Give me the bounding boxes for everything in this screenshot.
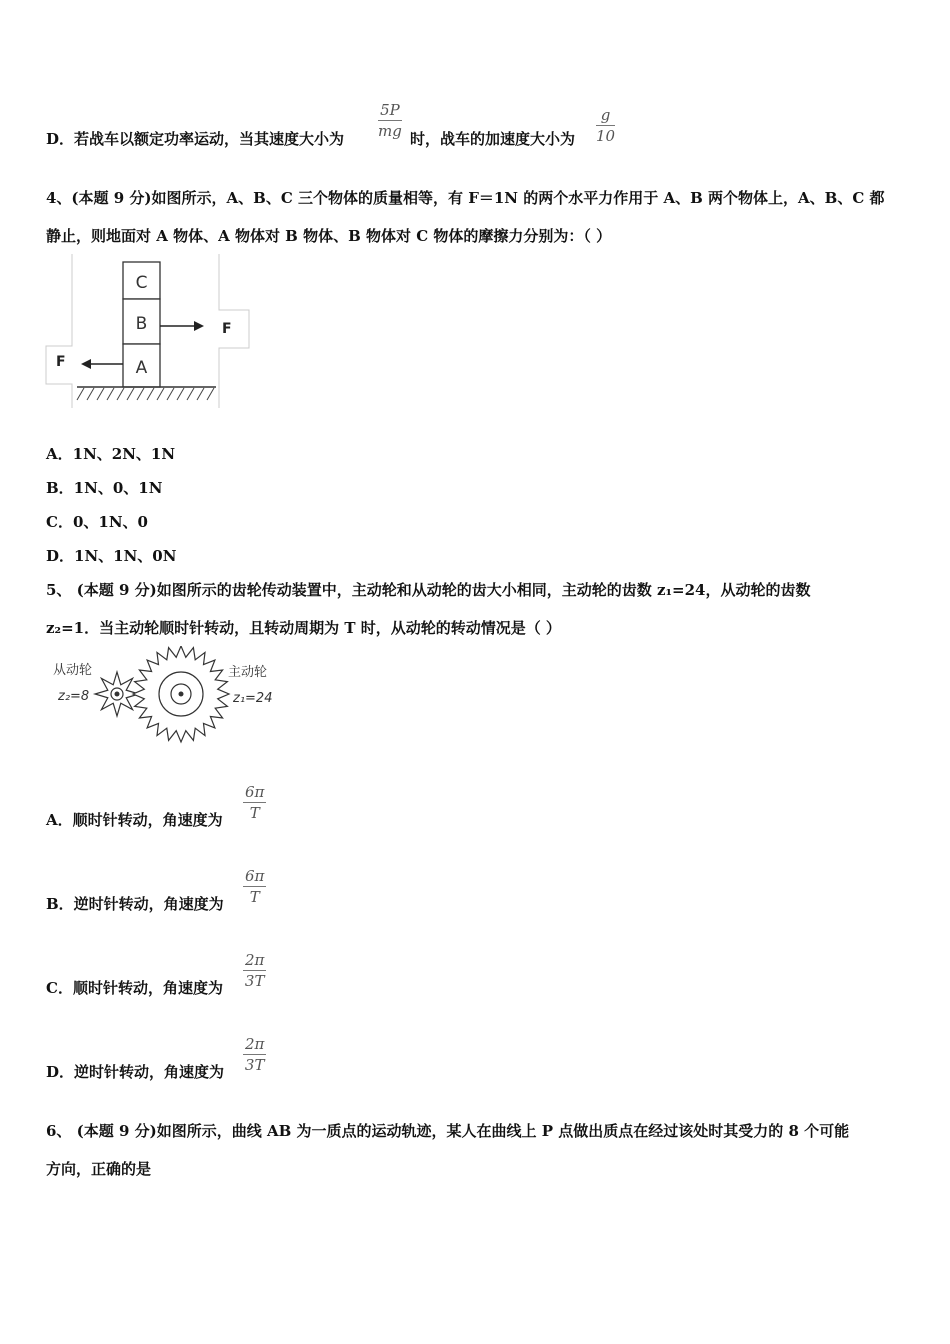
q4-option-a: A．1N、2N、1N xyxy=(46,445,176,463)
driven-gear-teeth: z₂=8 xyxy=(58,689,90,704)
driver-gear-teeth: z₁=24 xyxy=(233,691,273,706)
q4-option-b: B．1N、0、1N xyxy=(46,479,163,497)
q4-blocks-figure xyxy=(44,254,254,412)
q5-stem-line1: 5、 (本题 9 分)如图所示的齿轮传动装置中，主动轮和从动轮的齿大小相同，主动轮的齿数 z₁=24，从动轮的齿数 xyxy=(46,581,811,599)
q3-option-d-prefix: D．若战车以额定功率运动，当其速度大小为 xyxy=(46,130,345,148)
q3-fraction-speed: 5P mg xyxy=(378,101,402,140)
q5-gears-figure xyxy=(48,646,278,746)
q4-option-c: C．0、1N、0 xyxy=(46,513,148,531)
q5-option-a: A．顺时针转动，角速度为 xyxy=(46,811,223,829)
q3-option-d-middle: 时，战车的加速度大小为 xyxy=(410,130,576,148)
q6-stem-line1: 6、 (本题 9 分)如图所示，曲线 AB 为一质点的运动轨迹，某人在曲线上 P 点做出质点在经过该处时其受力的 8 个可能 xyxy=(46,1122,850,1140)
force-right-arrowhead xyxy=(194,321,204,331)
q5-stem-line2: z₂=1．当主动轮顺时针转动，且转动周期为 T 时，从动轮的转动情况是（ ） xyxy=(46,619,561,637)
q3-fraction-accel: g 10 xyxy=(596,106,616,145)
q6-stem-line2: 方向，正确的是 xyxy=(46,1160,152,1178)
block-c-label: C xyxy=(135,273,148,293)
driver-gear xyxy=(133,646,229,742)
q4-stem-line2: 静止，则地面对 A 物体、A 物体对 B 物体、B 物体对 C 物体的摩擦力分别为：（ ） xyxy=(46,227,612,245)
force-left-label: F xyxy=(56,354,66,370)
q4-stem-line1: 4、(本题 9 分)如图所示，A、B、C 三个物体的质量相等，有 F＝1N 的两个水平力作用于 A、B 两个物体上，A、B、C 都 xyxy=(46,189,885,207)
block-a-label: A xyxy=(135,358,148,378)
q5-option-d: D．逆时针转动，角速度为 xyxy=(46,1063,225,1081)
force-right-label: F xyxy=(222,321,232,337)
q5-option-b-fraction: 6π T xyxy=(245,867,265,906)
q4-option-d: D．1N、1N、0N xyxy=(46,547,177,565)
driven-gear-label: 从动轮 xyxy=(53,663,93,678)
q5-option-b: B．逆时针转动，角速度为 xyxy=(46,895,224,913)
q5-option-c: C．顺时针转动，角速度为 xyxy=(46,979,223,997)
q3-option-d xyxy=(46,128,344,149)
q5-option-d-fraction: 2π 3T xyxy=(244,1035,265,1074)
ground-hatching xyxy=(77,388,214,400)
force-left-arrowhead xyxy=(81,359,91,369)
q5-option-c-fraction: 2π 3T xyxy=(244,951,265,990)
driver-gear-label: 主动轮 xyxy=(228,665,268,680)
q5-option-a-fraction: 6π T xyxy=(245,783,265,822)
block-b-label: B xyxy=(135,314,148,334)
